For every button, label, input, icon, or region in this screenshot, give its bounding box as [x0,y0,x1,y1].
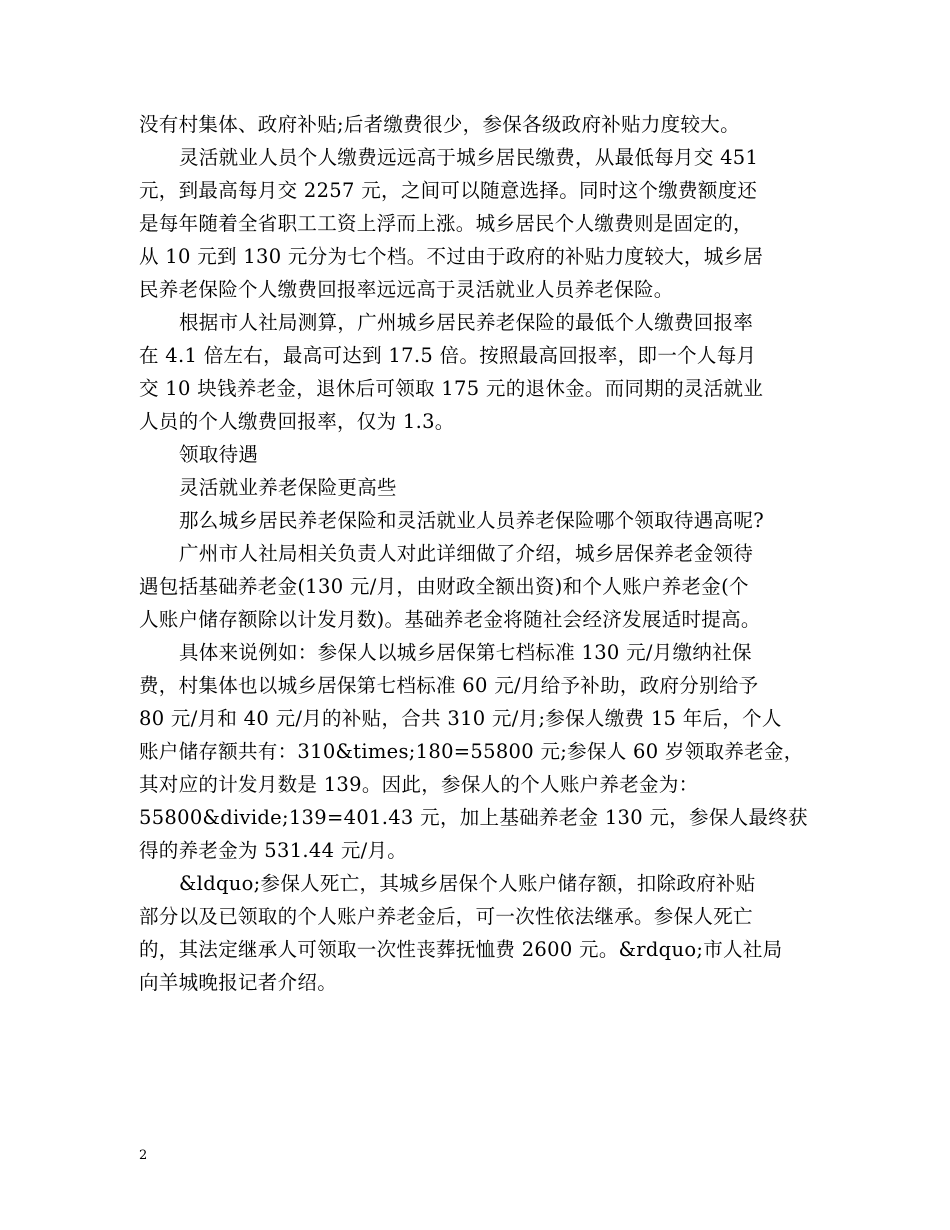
text-line: 交 10 块钱养老金，退休后可领取 175 元的退休金。而同期的灵活就业 [139,377,764,400]
text-line: 80 元/月和 40 元/月的补贴，合共 310 元/月;参保人缴费 15 年后，个人 [139,707,782,730]
text-line: 具体来说例如：参保人以城乡居保第七档标准 130 元/月缴纳社保 [179,641,752,664]
text-line: 从 10 元到 130 元分为七个档。不过由于政府的补贴力度较大，城乡居 [139,245,764,268]
text-line: 民养老保险个人缴费回报率远远高于灵活就业人员养老保险。 [139,278,674,301]
text-line: 灵活就业人员个人缴费远远高于城乡居民缴费，从最低每月交 451 [179,146,759,169]
text-line: 的，其法定继承人可领取一次性丧葬抚恤费 2600 元。&rdquo;市人社局 [139,938,783,961]
text-line: 元，到最高每月交 2257 元，之间可以随意选择。同时这个缴费额度还 [139,179,758,202]
section-subheading: 灵活就业养老保险更高些 [179,476,397,499]
text-line: 向羊城晚报记者介绍。 [139,971,338,994]
section-heading: 领取待遇 [179,443,259,466]
text-line: 55800&divide;139=401.43 元，加上基础养老金 130 元，参保人最终获 [139,806,808,829]
text-line: 得的养老金为 531.44 元/月。 [139,839,408,862]
text-line: 人账户储存额除以计发月数)。基础养老金将随社会经济发展适时提高。 [139,608,761,631]
text-line: 账户储存额共有：310&times;180=55800 元;参保人 60 岁领取养老金， [139,740,804,763]
text-line: 其对应的计发月数是 139。因此，参保人的个人账户养老金为： [139,773,699,796]
text-line: 根据市人社局测算，广州城乡居民养老保险的最低个人缴费回报率 [179,311,754,334]
text-line: 没有村集体、政府补贴;后者缴费很少，参保各级政府补贴力度较大。 [139,113,740,136]
text-line: 遇包括基础养老金(130 元/月，由财政全额出资)和个人账户养老金(个 [139,575,749,598]
text-line: 部分以及已领取的个人账户养老金后，可一次性依法继承。参保人死亡 [139,905,753,928]
text-line: 人员的个人缴费回报率，仅为 1.3。 [139,410,455,433]
document-body [139,108,819,999]
text-line: 广州市人社局相关负责人对此详细做了介绍，城乡居保养老金领待 [179,542,754,565]
text-line: &ldquo;参保人死亡，其城乡居保个人账户储存额，扣除政府补贴 [179,872,756,895]
text-line: 费，村集体也以城乡居保第七档标准 60 元/月给予补助，政府分别给予 [139,674,759,697]
text-line: 那么城乡居民养老保险和灵活就业人员养老保险哪个领取待遇高呢? [179,509,764,532]
page-number: 2 [139,1148,148,1163]
text-line: 在 4.1 倍左右，最高可达到 17.5 倍。按照最高回报率，即一个人每月 [139,344,757,367]
text-line: 是每年随着全省职工工资上浮而上涨。城乡居民个人缴费则是固定的， [139,212,753,235]
